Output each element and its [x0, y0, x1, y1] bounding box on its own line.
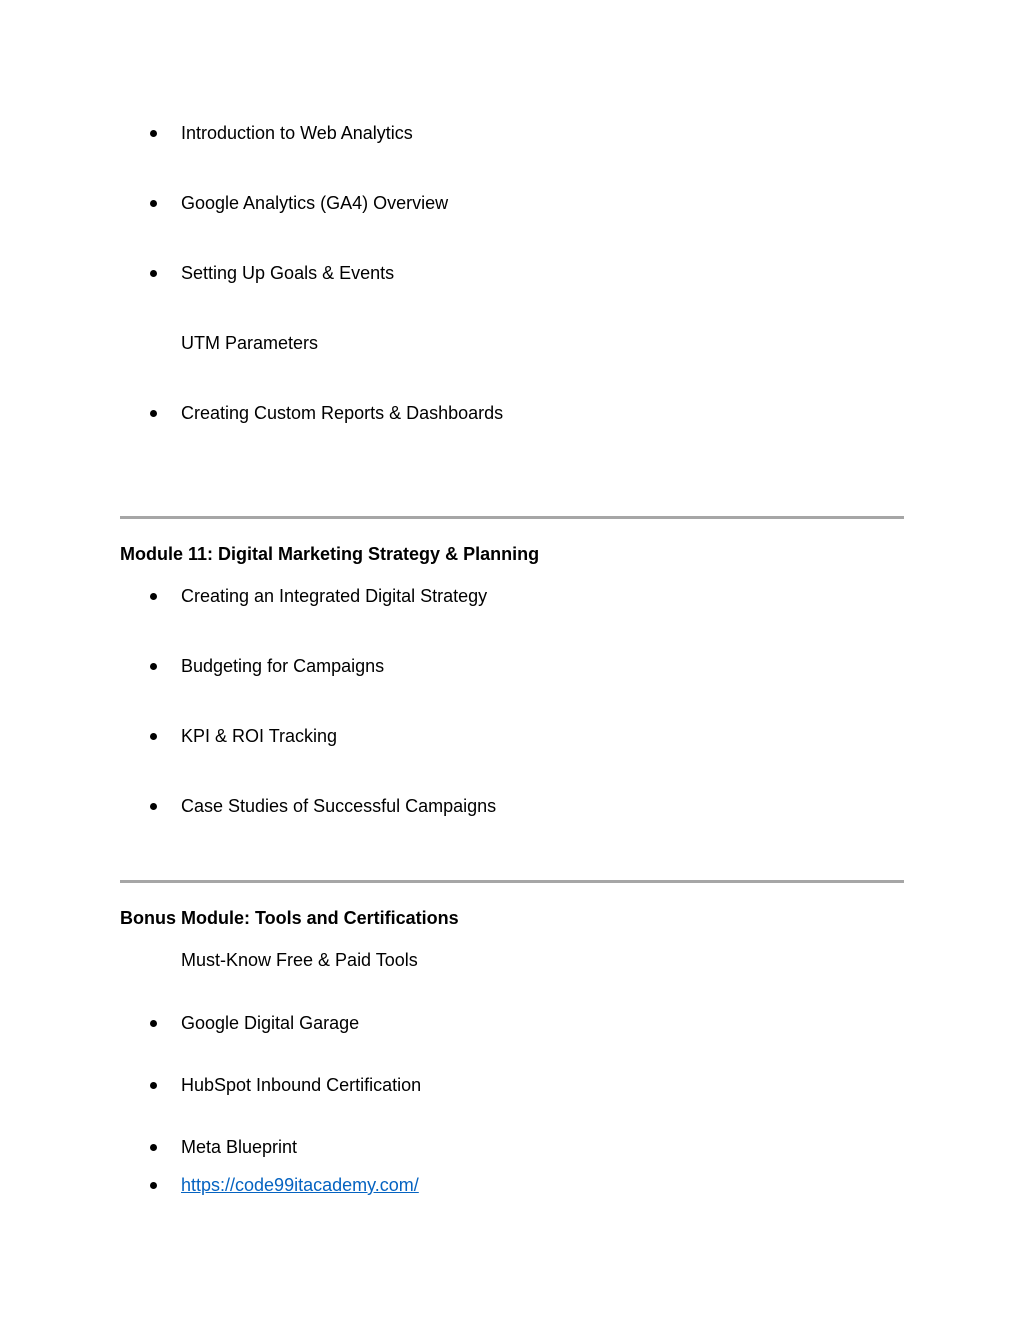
- bullet-icon: [150, 1182, 157, 1189]
- section-heading: Module 11: Digital Marketing Strategy & Planning: [120, 544, 540, 564]
- bullet-icon: [150, 270, 157, 277]
- list-item: Introduction to Web Analytics: [181, 123, 413, 143]
- list-item: KPI & ROI Tracking: [181, 726, 338, 746]
- list-item: UTM Parameters: [181, 333, 319, 353]
- list-item: Case Studies of Successful Campaigns: [181, 796, 497, 816]
- list-item: Setting Up Goals & Events: [181, 263, 395, 283]
- bullet-icon: [150, 1144, 157, 1151]
- section-heading: Bonus Module: Tools and Certifications: [120, 908, 459, 928]
- list-item: Creating Custom Reports & Dashboards: [181, 403, 504, 423]
- bullet-icon: [150, 803, 157, 810]
- bullet-icon: [150, 663, 157, 670]
- bullet-icon: [150, 200, 157, 207]
- list-item: Creating an Integrated Digital Strategy: [181, 586, 488, 606]
- section-subtitle: Must-Know Free & Paid Tools: [181, 950, 418, 970]
- list-item: Budgeting for Campaigns: [181, 656, 385, 676]
- bullet-icon: [150, 733, 157, 740]
- horizontal-divider: [120, 880, 904, 883]
- bullet-icon: [150, 593, 157, 600]
- bullet-icon: [150, 130, 157, 137]
- bullet-icon: [150, 410, 157, 417]
- bullet-icon: [150, 1082, 157, 1089]
- horizontal-divider: [120, 516, 904, 519]
- bullet-icon: [150, 1020, 157, 1027]
- list-item: Meta Blueprint: [181, 1137, 298, 1157]
- list-item: Google Analytics (GA4) Overview: [181, 193, 449, 213]
- list-item: Google Digital Garage: [181, 1013, 360, 1033]
- academy-link[interactable]: https://code99itacademy.com/: [181, 1175, 419, 1195]
- list-item: HubSpot Inbound Certification: [181, 1075, 422, 1095]
